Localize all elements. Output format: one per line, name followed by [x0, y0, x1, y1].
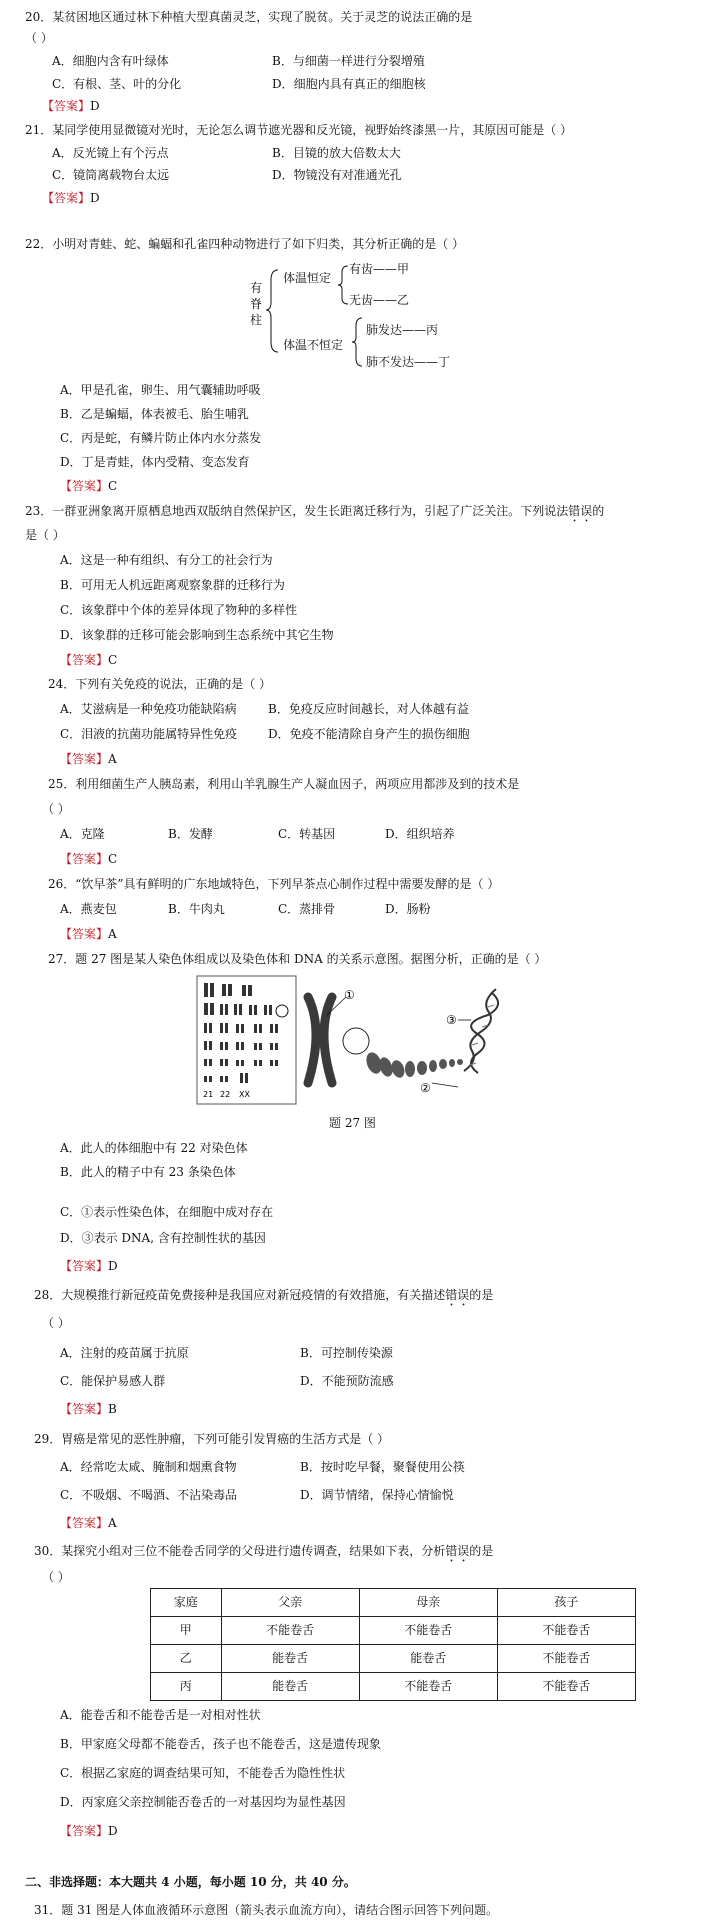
q30-option-a: A．能卷舌和不能卷舌是一对相对性状: [60, 1708, 261, 1722]
q21-option-d: D．物镜没有对准通光孔: [272, 168, 402, 182]
table-cell: 不能卷舌: [221, 1617, 359, 1645]
q26-stem: 26．“饮早茶”具有鲜明的广东地域特色，下列早茶点心制作过程中需要发酵的是（ ）: [48, 877, 500, 891]
q31-stem: 31．题 31 图是人体血液循环示意图（箭头表示血流方向），请结合图示回答下列问题。: [34, 1903, 499, 1917]
header-child: 孩子: [497, 1589, 635, 1617]
stem-text-end: 的: [592, 504, 605, 518]
answer-label: 【答案】: [60, 1516, 109, 1530]
stem-text-end: 的是: [469, 1544, 494, 1558]
table-cell: 丙: [151, 1673, 222, 1701]
table-cell: 能卷舌: [221, 1645, 359, 1673]
marker-3: ③: [446, 1013, 457, 1027]
q29-option-d: D．调节情绪，保持心情愉悦: [300, 1488, 454, 1502]
q29-option-b: B．按时吃早餐，聚餐使用公筷: [300, 1460, 465, 1474]
q20-option-d: D．细胞内具有真正的细胞核: [272, 77, 426, 91]
stem-emphasis: 错误: [445, 1288, 470, 1302]
dna-helix: [464, 989, 498, 1073]
q29-option-a: A．经常吃太咸、腌制和烟熏食物: [60, 1460, 237, 1474]
diagram-root-1: 有: [250, 281, 263, 295]
q24-option-c: C．泪液的抗菌功能属特异性免疫: [60, 727, 238, 741]
q26-option-c: C．蒸排骨: [278, 902, 336, 916]
q26-option-b: B．牛肉丸: [168, 902, 225, 916]
q20-answer: [42, 99, 100, 113]
table-cell: 能卷舌: [221, 1673, 359, 1701]
table-cell: 不能卷舌: [497, 1673, 635, 1701]
q23-stem-line2: 是（ ）: [25, 528, 65, 542]
q23-answer: [60, 653, 117, 667]
answer-label: 【答案】: [60, 852, 109, 866]
q29-stem: 29．胃癌是常见的恶性肿瘤，下列可能引发胃癌的生活方式是（ ）: [34, 1432, 390, 1446]
q28-option-d: D．不能预防流感: [300, 1374, 394, 1388]
q26-answer: [60, 927, 117, 941]
marker-2-leader: [432, 1083, 458, 1087]
karyo-label-21: 21: [203, 1090, 214, 1099]
q20-option-a: A．细胞内含有叶绿体: [52, 54, 169, 68]
diagram-lung-undeveloped: 肺不发达——丁: [366, 355, 451, 369]
q24-option-b: B．免疫反应时间越长，对人体越有益: [268, 702, 469, 716]
stem-emphasis: 错误: [568, 504, 593, 518]
answer-value: A: [108, 927, 117, 941]
q21-option-a: A．反光镜上有个污点: [52, 146, 169, 160]
diagram-root-3: 柱: [250, 313, 263, 327]
answer-label: 【答案】: [60, 1402, 109, 1416]
q21-stem: 21．某同学使用显微镜对光时，无论怎么调节遮光器和反光镜，视野始终漆黑一片，其原因可能是（ ）: [25, 123, 573, 137]
header-father: 父亲: [221, 1589, 359, 1617]
q30-option-c: C．根据乙家庭的调查结果可知，不能卷舌为隐性性状: [60, 1766, 346, 1780]
stem-text: 30．某探究小组对三位不能卷舌同学的父母进行遗传调查，结果如下表，分析: [34, 1544, 446, 1558]
answer-label: 【答案】: [60, 927, 109, 941]
q27-option-d: D．③表示 DNA, 含有控制性状的基因: [60, 1231, 266, 1245]
q30-stem: [34, 1544, 493, 1565]
q25-paren: （ ）: [42, 802, 70, 816]
q24-option-d: D．免疫不能清除自身产生的损伤细胞: [268, 727, 470, 741]
q30-answer: [60, 1824, 118, 1838]
marker-2: ②: [420, 1081, 431, 1095]
q27-chromosome-figure: [196, 975, 516, 1110]
table-row: [151, 1673, 636, 1701]
x-chromosome: [308, 997, 332, 1083]
q24-answer: [60, 752, 117, 766]
stem-text: 28．大规模推行新冠疫苗免费接种是我国应对新冠疫情的有效措施，有关描述: [34, 1288, 446, 1302]
q25-option-b: B．发酵: [168, 827, 213, 841]
answer-value: D: [108, 1824, 118, 1838]
stem-text: 23．一群亚洲象离开原栖息地西双版纳自然保护区，发生长距离迁移行为，引起了广泛关注。下列说法: [25, 504, 569, 518]
header-family: 家庭: [151, 1589, 222, 1617]
q22-answer: [60, 479, 117, 493]
q27-option-b: B．此人的精子中有 23 条染色体: [60, 1165, 236, 1179]
table-row: [151, 1617, 636, 1645]
q20-paren: （ ）: [25, 31, 53, 45]
answer-value: C: [108, 479, 118, 493]
q27-option-a: A．此人的体细胞中有 22 对染色体: [60, 1141, 248, 1155]
answer-value: C: [108, 852, 118, 866]
karyo-label-xx: XX: [239, 1090, 250, 1099]
karyo-label-22: 22: [220, 1090, 231, 1099]
diagram-lung-developed: 肺发达——丙: [366, 323, 439, 337]
coiled-chromatin: [364, 1050, 463, 1079]
answer-label: 【答案】: [60, 653, 109, 667]
table-cell: 不能卷舌: [497, 1617, 635, 1645]
q28-stem: [34, 1288, 493, 1309]
diagram-brace-cold: [350, 314, 366, 370]
q24-stem: 24．下列有关免疫的说法，正确的是（ ）: [48, 677, 272, 691]
q23-option-a: A．这是一种有组织、有分工的社会行为: [60, 553, 273, 567]
q27-answer: [60, 1259, 118, 1273]
table-cell: 不能卷舌: [359, 1673, 497, 1701]
q25-option-d: D．组织培养: [385, 827, 455, 841]
q20-stem: 20．某贫困地区通过林下种植大型真菌灵芝，实现了脱贫。关于灵芝的说法正确的是: [25, 10, 473, 24]
table-row: [151, 1645, 636, 1673]
diagram-no-teeth: 无齿——乙: [349, 293, 410, 307]
section-2-heading: 二、非选择题：本大题共 4 小题，每小题 10 分，共 40 分。: [25, 1875, 356, 1889]
table-header-row: [151, 1589, 636, 1617]
table-cell: 甲: [151, 1617, 222, 1645]
q23-option-c: C．该象群中个体的差异体现了物种的多样性: [60, 603, 298, 617]
q22-option-a: A．甲是孔雀，卵生、用气囊辅助呼吸: [60, 383, 261, 397]
q22-option-d: D．丁是青蛙，体内受精、变态发育: [60, 455, 250, 469]
q29-option-c: C．不吸烟、不喝酒、不沾染毒品: [60, 1488, 238, 1502]
zoom-circle: [343, 1028, 369, 1054]
q23-option-b: B．可用无人机远距离观察象群的迁移行为: [60, 578, 285, 592]
diagram-warm: 体温恒定: [283, 271, 332, 285]
q22-stem: 22．小明对青蛙、蛇、蝙蝠和孔雀四种动物进行了如下归类，其分析正确的是（ ）: [25, 237, 465, 251]
q28-answer: [60, 1402, 117, 1416]
answer-value: D: [90, 191, 100, 205]
table-cell: 不能卷舌: [359, 1617, 497, 1645]
q30-genetics-table: [150, 1588, 636, 1701]
table-cell: 能卷舌: [359, 1645, 497, 1673]
diagram-cold: 体温不恒定: [283, 338, 344, 352]
q23-option-d: D．该象群的迁移可能会影响到生态系统中其它生物: [60, 628, 334, 642]
q25-stem: 25．利用细菌生产人胰岛素，利用山羊乳腺生产人凝血因子，两项应用都涉及到的技术是: [48, 777, 520, 791]
answer-label: 【答案】: [60, 1824, 109, 1838]
answer-label: 【答案】: [60, 752, 109, 766]
q25-answer: [60, 852, 117, 866]
q26-option-d: D．肠粉: [385, 902, 431, 916]
q29-answer: [60, 1516, 117, 1530]
diagram-brace-root: [264, 266, 282, 354]
q27-stem: 27．题 27 图是某人染色体组成以及染色体和 DNA 的关系示意图。据图分析，正确的是（ ）: [48, 952, 547, 966]
answer-value: A: [108, 1516, 117, 1530]
answer-label: 【答案】: [42, 191, 91, 205]
answer-value: D: [90, 99, 100, 113]
q20-option-b: B．与细菌一样进行分裂增殖: [272, 54, 425, 68]
q22-option-c: C．丙是蛇，有鳞片防止体内水分蒸发: [60, 431, 262, 445]
table-cell: 乙: [151, 1645, 222, 1673]
q21-answer: [42, 191, 100, 205]
q23-stem: [25, 504, 604, 525]
q24-option-a: A．艾滋病是一种免疫功能缺陷病: [60, 702, 237, 716]
answer-label: 【答案】: [60, 1259, 109, 1273]
q27-option-c: C．①表示性染色体，在细胞中成对存在: [60, 1205, 274, 1219]
q30-option-d: D．丙家庭父亲控制能否卷舌的一对基因均为显性基因: [60, 1795, 346, 1809]
table-cell: 不能卷舌: [497, 1645, 635, 1673]
q28-option-b: B．可控制传染源: [300, 1346, 393, 1360]
q21-option-b: B．目镜的放大倍数太大: [272, 146, 401, 160]
answer-value: C: [108, 653, 118, 667]
q22-option-b: B．乙是蝙蝠，体表被毛、胎生哺乳: [60, 407, 249, 421]
marker-1: ①: [344, 988, 355, 1002]
answer-label: 【答案】: [60, 479, 109, 493]
q26-option-a: A．燕麦包: [60, 902, 117, 916]
q20-option-c: C．有根、茎、叶的分化: [52, 77, 182, 91]
q25-option-a: A．克隆: [60, 827, 105, 841]
q27-figure-caption: 题 27 图: [329, 1116, 376, 1130]
q28-paren: （ ）: [42, 1316, 70, 1330]
q28-option-c: C．能保护易感人群: [60, 1374, 166, 1388]
q21-option-c: C．镜筒离载物台太远: [52, 168, 170, 182]
stem-text-end: 的是: [469, 1288, 494, 1302]
stem-emphasis: 错误: [445, 1544, 470, 1558]
q30-option-b: B．甲家庭父母都不能卷舌，孩子也不能卷舌，这是遗传现象: [60, 1737, 381, 1751]
answer-label: 【答案】: [42, 99, 91, 113]
q30-paren: （ ）: [42, 1570, 70, 1584]
q25-option-c: C．转基因: [278, 827, 336, 841]
diagram-has-teeth: 有齿——甲: [349, 262, 410, 276]
header-mother: 母亲: [359, 1589, 497, 1617]
answer-value: D: [108, 1259, 118, 1273]
answer-value: A: [108, 752, 117, 766]
q28-option-a: A．注射的疫苗属于抗原: [60, 1346, 189, 1360]
diagram-root-2: 脊: [250, 297, 263, 311]
answer-value: B: [108, 1402, 117, 1416]
